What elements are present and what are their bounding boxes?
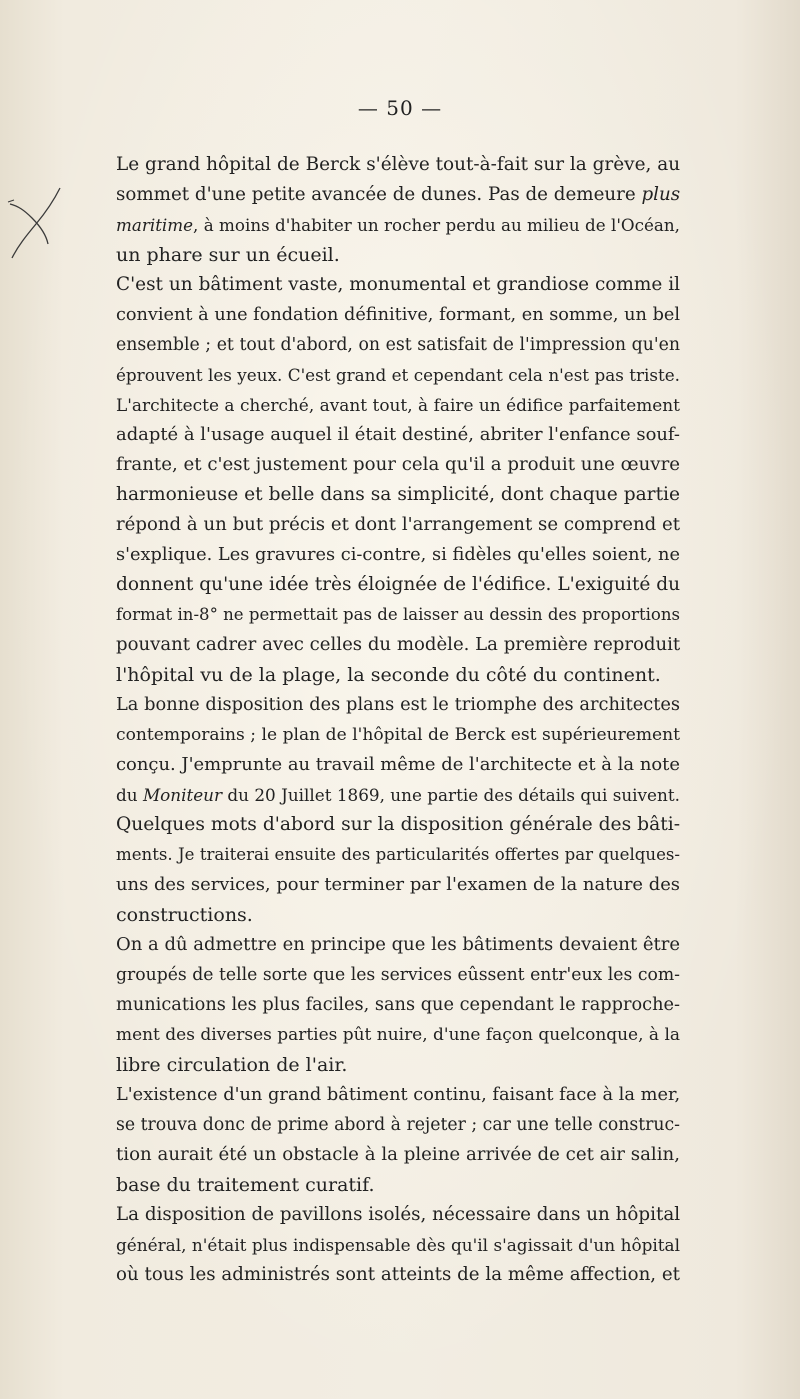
text-line: La bonne disposition des plans est le triomphe des architectes xyxy=(116,694,680,715)
text-line: conçu. J'emprunte au travail même de l'architecte et à la note xyxy=(116,754,680,775)
text-line: pouvant cadrer avec celles du modèle. La première reproduit xyxy=(116,634,680,655)
text-line: ments. Je traiterai ensuite des particularités offertes par quelques- xyxy=(116,845,680,864)
text-line: uns des services, pour terminer par l'examen de la nature des xyxy=(116,874,680,895)
paragraph-3 xyxy=(116,690,680,810)
text-line: L'existence d'un grand bâtiment continu, faisant face à la mer, xyxy=(116,1085,680,1105)
text-line: un phare sur un écueil. xyxy=(116,244,340,266)
paragraph-2 xyxy=(116,270,680,690)
text-line: s'explique. Les gravures ci-contre, si fidèles qu'elles soient, ne xyxy=(116,545,680,565)
text-line: tion aurait été un obstacle à la pleine arrivée de cet air salin, xyxy=(116,1144,680,1165)
text-line: Quelques mots d'abord sur la disposition générale des bâti- xyxy=(116,814,680,835)
body-text xyxy=(116,150,680,1290)
text-line: ment des diverses parties pût nuire, d'une façon quelconque, à la xyxy=(116,1025,680,1045)
text-line: se trouva donc de prime abord à rejeter ; car une telle construc- xyxy=(116,1115,680,1135)
text-line: groupés de telle sorte que les services eûssent entr'eux les com- xyxy=(116,965,680,985)
text-line: L'architecte a cherché, avant tout, à faire un édifice parfaitement xyxy=(116,395,680,415)
paragraph-6 xyxy=(116,1080,680,1200)
text-line: où tous les administrés sont atteints de la même affection, et xyxy=(116,1264,680,1285)
text-line: munications les plus faciles, sans que cependant le rapproche- xyxy=(116,995,680,1015)
text-line: maritime, à moins d'habiter un rocher perdu au milieu de l'Océan, xyxy=(116,215,680,235)
text-line: adapté à l'usage auquel il était destiné, abriter l'enfance souf- xyxy=(116,424,680,445)
text-line: sommet d'une petite avancée de dunes. Pas de demeure plus xyxy=(116,184,680,205)
text-line: ensemble ; et tout d'abord, on est satisfait de l'impression qu'en xyxy=(116,335,680,355)
text-line: libre circulation de l'air. xyxy=(116,1054,348,1076)
text-line: constructions. xyxy=(116,904,253,926)
text-line: frante, et c'est justement pour cela qu'il a produit une œuvre xyxy=(116,454,680,475)
text-line: C'est un bâtiment vaste, monumental et grandiose comme il xyxy=(116,274,680,295)
text-line: convient à une fondation définitive, formant, en somme, un bel xyxy=(116,305,680,325)
paragraph-5 xyxy=(116,930,680,1080)
text-line: l'hôpital vu de la plage, la seconde du côté du continent. xyxy=(116,664,661,686)
text-line: répond à un but précis et dont l'arrangement se comprend et xyxy=(116,514,680,535)
text-line: éprouvent les yeux. C'est grand et cependant cela n'est pas triste. xyxy=(116,365,680,385)
text-line: base du traitement curatif. xyxy=(116,1174,375,1196)
paragraph-7 xyxy=(116,1200,680,1290)
text-line: harmonieuse et belle dans sa simplicité, dont chaque partie xyxy=(116,484,680,505)
text-line: Le grand hôpital de Berck s'élève tout-à-fait sur la grève, au xyxy=(116,154,680,175)
page-number: — 50 — xyxy=(357,96,443,120)
text-line: du Moniteur du 20 Juillet 1869, une partie des détails qui suivent. xyxy=(116,785,680,805)
italic-word-plus: plus xyxy=(641,184,680,205)
margin-cross-mark-icon xyxy=(4,184,70,264)
text-line: donnent qu'une idée très éloignée de l'édifice. L'exiguité du xyxy=(116,574,680,595)
italic-word-maritime: maritime xyxy=(116,215,194,235)
text-line: format in-8° ne permettait pas de laisser au dessin des proportions xyxy=(116,605,680,624)
paragraph-4 xyxy=(116,810,680,930)
text-line: général, n'était plus indispensable dès qu'il s'agissait d'un hôpital xyxy=(116,1235,680,1255)
text-line: On a dû admettre en principe que les bâtiments devaient être xyxy=(116,934,680,955)
text-line: contemporains ; le plan de l'hôpital de Berck est supérieurement xyxy=(116,725,680,745)
italic-word-moniteur: Moniteur xyxy=(142,785,223,805)
text-line: La disposition de pavillons isolés, nécessaire dans un hôpital xyxy=(116,1204,680,1225)
paragraph-1 xyxy=(116,150,680,270)
